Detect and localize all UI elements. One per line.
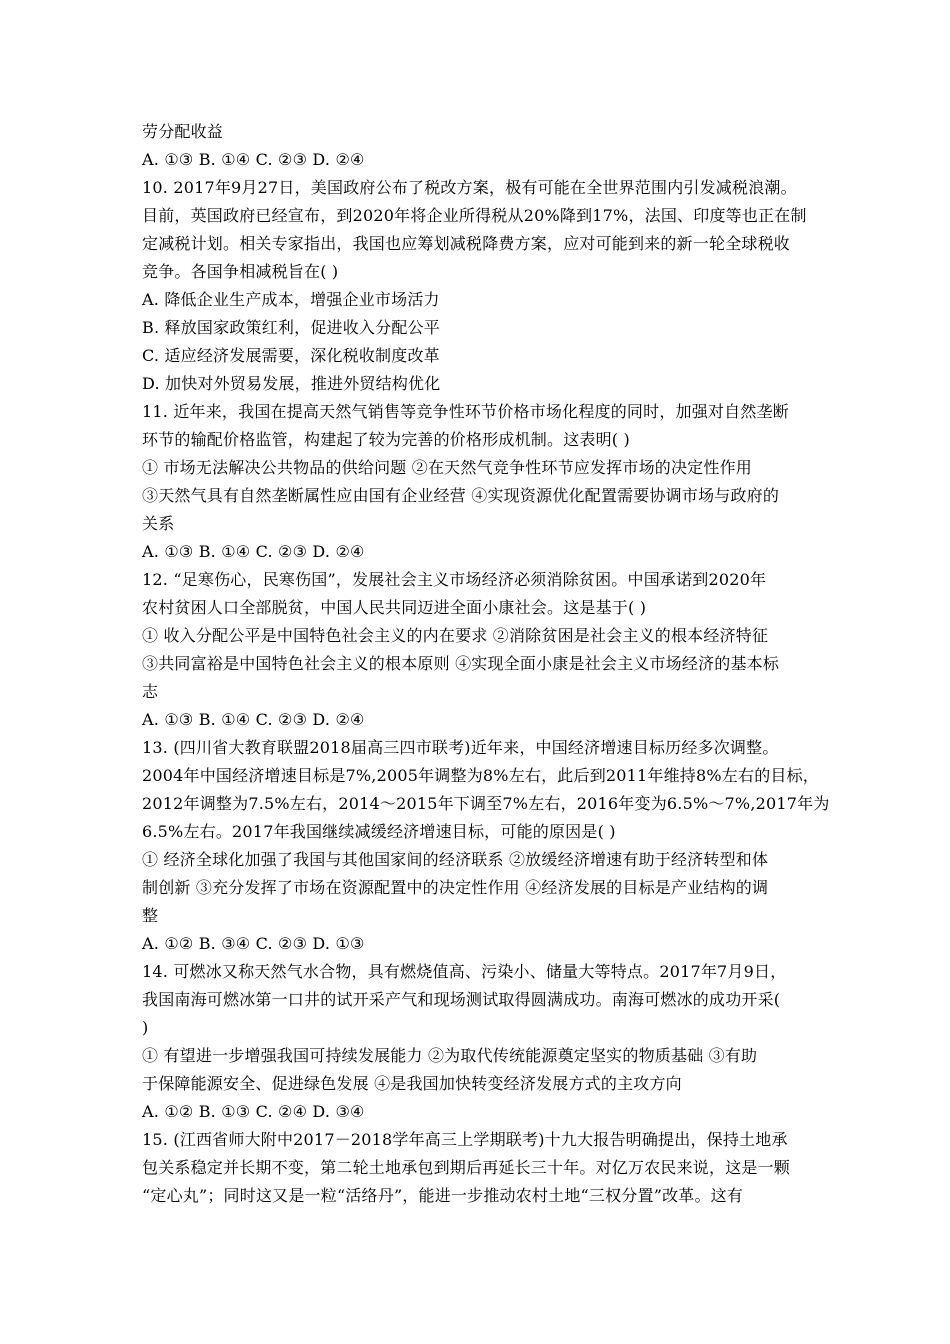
question-11-line: 11. 近年来，我国在提高天然气销售等竞争性环节价格市场化程度的同时，加强对自然垄断 [142, 402, 789, 421]
text-line: 目前，英国政府已经宣布，到2020年将企业所得税从20%降到17%，法国、印度等也正在制 [142, 206, 807, 225]
answer-options: A. ①③ B. ①④ C. ②③ D. ②④ [142, 150, 365, 169]
statement-line: 制创新 ③充分发挥了市场在资源配置中的决定性作用 ④经济发展的目标是产业结构的调 [142, 878, 769, 897]
statement-line: ① 市场无法解决公共物品的供给问题 ②在天然气竞争性环节应发挥市场的决定性作用 [142, 458, 752, 477]
statement-line: 于保障能源安全、促进绿色发展 ④是我国加快转变经济发展方式的主攻方向 [142, 1074, 682, 1093]
statement-line: ③天然气具有自然垄断属性应由国有企业经营 ④实现资源优化配置需要协调市场与政府的 [142, 486, 780, 505]
text-line: 2012年调整为7.5%左右，2014～2015年下调至7%左右，2016年变为6.5%～7%,2017年为 [142, 794, 830, 813]
question-14-line: 14. 可燃冰又称天然气水合物，具有燃烧值高、污染小、储量大等特点。2017年7月9日， [142, 962, 787, 981]
question-10-line: 10. 2017年9月27日，美国政府公布了税改方案，极有可能在全世界范围内引发减税浪潮。 [142, 178, 797, 197]
answer-options: A. ①② B. ③④ C. ②③ D. ①③ [142, 934, 365, 953]
text-line: 2004年中国经济增速目标是7%,2005年调整为8%左右，此后到2011年维持8%左右的目标， [142, 766, 819, 785]
text-line: 关系 [142, 514, 175, 533]
text-line: 环节的输配价格监管，构建起了较为完善的价格形成机制。这表明( ) [142, 430, 630, 449]
statement-line: ① 收入分配公平是中国特色社会主义的内在要求 ②消除贫困是社会主义的根本经济特征 [142, 626, 769, 645]
option-a: A. 降低企业生产成本，增强企业市场活力 [142, 290, 440, 309]
text-line: 农村贫困人口全部脱贫，中国人民共同迈进全面小康社会。这是基于( ) [142, 598, 647, 617]
text-line: ) [142, 1018, 149, 1037]
answer-options: A. ①③ B. ①④ C. ②③ D. ②④ [142, 710, 365, 729]
statement-line: ① 有望进一步增强我国可持续发展能力 ②为取代传统能源奠定坚实的物质基础 ③有助 [142, 1046, 758, 1065]
text-line: 6.5%左右。2017年我国继续减缓经济增速目标，可能的原因是( ) [142, 822, 616, 841]
question-15-line: 15. (江西省师大附中2017－2018学年高三上学期联考)十九大报告明确提出，保持土地承 [142, 1130, 788, 1149]
text-line: 劳分配收益 [142, 122, 224, 141]
question-12-line: 12. “足寒伤心，民寒伤国”，发展社会主义市场经济必须消除贫困。中国承诺到2020年 [142, 570, 767, 589]
text-line: “定心丸”；同时这又是一粒“活络丹”，能进一步推动农村土地“三权分置”改革。这有 [142, 1186, 744, 1205]
text-line: 整 [142, 906, 159, 925]
text-line: 竞争。各国争相减税旨在( ) [142, 262, 339, 281]
answer-options: A. ①③ B. ①④ C. ②③ D. ②④ [142, 542, 365, 561]
statement-line: ① 经济全球化加强了我国与其他国家间的经济联系 ②放缓经济增速有助于经济转型和体 [142, 850, 769, 869]
text-line: 我国南海可燃冰第一口井的试开采产气和现场测试取得圆满成功。南海可燃冰的成功开采( [142, 990, 781, 1009]
statement-line: ③共同富裕是中国特色社会主义的根本原则 ④实现全面小康是社会主义市场经济的基本标 [142, 654, 780, 673]
option-d: D. 加快对外贸易发展，推进外贸结构优化 [142, 374, 441, 393]
text-line: 定减税计划。相关专家指出，我国也应筹划减税降费方案，应对可能到来的新一轮全球税收 [142, 234, 791, 253]
option-c: C. 适应经济发展需要，深化税收制度改革 [142, 346, 440, 365]
text-line: 志 [142, 682, 159, 701]
answer-options: A. ①② B. ①③ C. ②④ D. ③④ [142, 1102, 365, 1121]
text-line: 包关系稳定并长期不变，第二轮土地承包到期后再延长三十年。对亿万农民来说，这是一颗 [142, 1158, 791, 1177]
option-b: B. 释放国家政策红利，促进收入分配公平 [142, 318, 440, 337]
question-13-line: 13. (四川省大教育联盟2018届高三四市联考)近年来，中国经济增速目标历经多次调整。 [142, 738, 779, 757]
